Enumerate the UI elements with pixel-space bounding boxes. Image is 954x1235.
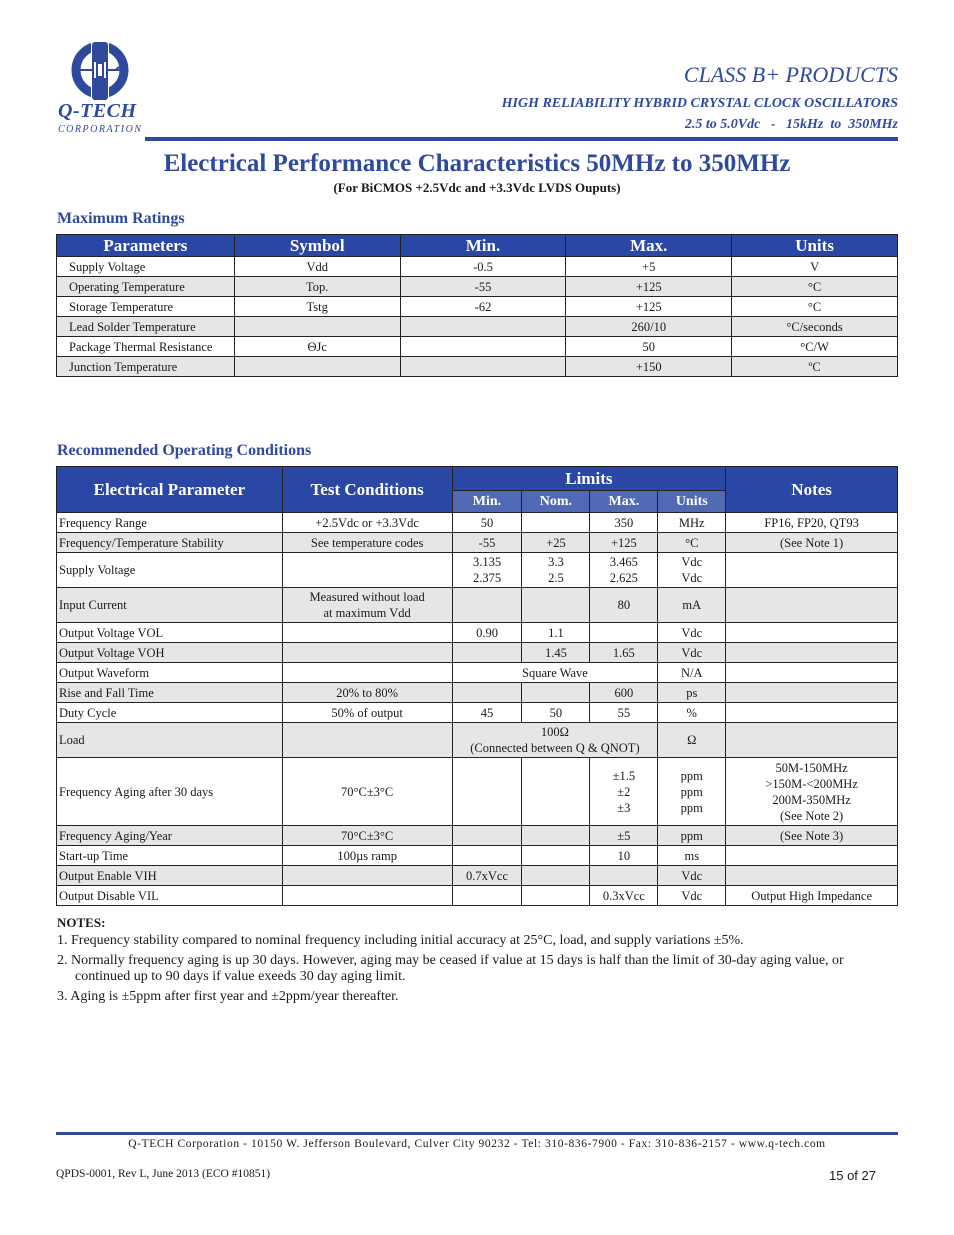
table-cell: [726, 703, 898, 723]
table-cell: [726, 588, 898, 623]
table-cell: ºC: [732, 357, 898, 377]
table-cell: °C/W: [732, 337, 898, 357]
table-cell: [282, 886, 452, 906]
table-row: [57, 846, 898, 866]
table-cell: Top.: [234, 277, 400, 297]
table-cell: 0.3xVcc: [590, 886, 658, 906]
table-cell: ppm: [658, 826, 726, 846]
table-cell: -55: [400, 277, 566, 297]
table-cell: [282, 723, 452, 758]
table-cell: 3.135 2.375: [452, 553, 522, 588]
table-row: [57, 588, 898, 623]
col-header-notes: Notes: [726, 467, 898, 513]
table-cell: Output Disable VIL: [57, 886, 283, 906]
table-row: [57, 886, 898, 906]
table-cell: [282, 643, 452, 663]
table-cell: +125: [566, 277, 732, 297]
table-cell: Output Waveform: [57, 663, 283, 683]
table-cell: See temperature codes: [282, 533, 452, 553]
table-cell: [726, 663, 898, 683]
table-cell: Vdc Vdc: [658, 553, 726, 588]
table-cell: 1.45: [522, 643, 590, 663]
table-cell: (See Note 3): [726, 826, 898, 846]
table-cell: 100µs ramp: [282, 846, 452, 866]
table-cell: 80: [590, 588, 658, 623]
table-cell: °C: [658, 533, 726, 553]
table-row: [57, 758, 898, 826]
table-cell: Input Current: [57, 588, 283, 623]
table-cell: [522, 866, 590, 886]
logo-subtitle: CORPORATION: [58, 124, 143, 135]
col-header: Max.: [566, 235, 732, 257]
table-cell: Duty Cycle: [57, 703, 283, 723]
table-cell: -62: [400, 297, 566, 317]
page-subtitle: (For BiCMOS +2.5Vdc and +3.3Vdc LVDS Ouputs): [333, 180, 621, 195]
table-cell: Square Wave: [452, 663, 658, 683]
table-cell: ΘJc: [234, 337, 400, 357]
header-title: CLASS B+ PRODUCTS: [683, 62, 898, 87]
table-cell: [452, 758, 522, 826]
header-range: 2.5 to 5.0Vdc - 15kHz to 350MHz: [684, 117, 898, 132]
table-cell: MHz: [658, 513, 726, 533]
table-cell: Output Enable VIH: [57, 866, 283, 886]
table-cell: ±1.5 ±2 ±3: [590, 758, 658, 826]
table-cell: Output High Impedance: [726, 886, 898, 906]
table-cell: Rise and Fall Time: [57, 683, 283, 703]
table-cell: [282, 553, 452, 588]
table-cell: 70°C±3°C: [282, 826, 452, 846]
table-row: [57, 533, 898, 553]
table-cell: 50: [566, 337, 732, 357]
table-cell: 50: [452, 513, 522, 533]
table-cell: 0.7xVcc: [452, 866, 522, 886]
table-row: [57, 357, 898, 377]
col-header: Parameters: [57, 235, 235, 257]
table-cell: 45: [452, 703, 522, 723]
note-item: 2. Normally frequency aging is up 30 days. However, aging may be ceased if value at 15 days is half than the limit of 30-day aging value, or continued up to 90 days if value exeeds 30 day aging limit.: [57, 953, 844, 984]
table-cell: Supply Voltage: [57, 257, 235, 277]
page-title: Electrical Performance Characteristics 50MHz to 350MHz: [163, 150, 791, 177]
table-cell: Vdd: [234, 257, 400, 277]
col-subheader: Units: [658, 491, 726, 513]
logo-wordmark: Q-TECH: [58, 100, 137, 122]
table-cell: [282, 663, 452, 683]
table-cell: Start-up Time: [57, 846, 283, 866]
roc-table: [56, 466, 898, 906]
table-cell: 3.3 2.5: [522, 553, 590, 588]
table-cell: %: [658, 703, 726, 723]
table-cell: Ω: [658, 723, 726, 758]
section-title-roc: Recommended Operating Conditions: [57, 442, 312, 459]
table-row: [57, 337, 898, 357]
table-cell: [522, 886, 590, 906]
table-cell: [726, 683, 898, 703]
table-cell: Supply Voltage: [57, 553, 283, 588]
col-header: Min.: [400, 235, 566, 257]
table-cell: [522, 758, 590, 826]
table-cell: Output Voltage VOH: [57, 643, 283, 663]
table-cell: Lead Solder Temperature: [57, 317, 235, 337]
table-cell: [590, 623, 658, 643]
col-subheader: Nom.: [522, 491, 590, 513]
col-header-parameter: Electrical Parameter: [57, 467, 283, 513]
table-cell: °C/seconds: [732, 317, 898, 337]
table-cell: [452, 643, 522, 663]
table-cell: 20% to 80%: [282, 683, 452, 703]
col-header: Symbol: [234, 235, 400, 257]
table-cell: °C: [732, 297, 898, 317]
table-cell: 100Ω (Connected between Q & QNOT): [452, 723, 658, 758]
header-subtitle: HIGH RELIABILITY HYBRID CRYSTAL CLOCK OSCILLATORS: [501, 96, 898, 111]
table-row: [57, 826, 898, 846]
footer-rule: [56, 1132, 898, 1135]
table-cell: Vdc: [658, 886, 726, 906]
table-row: [57, 513, 898, 533]
table-cell: ms: [658, 846, 726, 866]
table-cell: 600: [590, 683, 658, 703]
table-cell: [726, 866, 898, 886]
table-row: [57, 703, 898, 723]
table-cell: +25: [522, 533, 590, 553]
table-cell: ppm ppm ppm: [658, 758, 726, 826]
table-cell: [522, 588, 590, 623]
page-number: 15 of 27: [829, 1168, 876, 1183]
table-cell: [234, 357, 400, 377]
table-cell: [522, 826, 590, 846]
table-cell: Package Thermal Resistance: [57, 337, 235, 357]
section-title-max-ratings: Maximum Ratings: [57, 210, 185, 227]
table-cell: 50M-150MHz >150M-<200MHz 200M-350MHz (See Note 2): [726, 758, 898, 826]
table-cell: Frequency/Temperature Stability: [57, 533, 283, 553]
table-cell: ±5: [590, 826, 658, 846]
table-cell: Frequency Range: [57, 513, 283, 533]
table-cell: +150: [566, 357, 732, 377]
table-cell: Vdc: [658, 866, 726, 886]
table-row: [57, 866, 898, 886]
note-item: 3. Aging is ±5ppm after first year and ±2ppm/year thereafter.: [57, 989, 399, 1004]
table-cell: +125: [590, 533, 658, 553]
table-cell: [400, 317, 566, 337]
note-item: 1. Frequency stability compared to nominal frequency including initial accuracy at 25°C, load, and supply variations ±5%.: [57, 933, 744, 948]
table-cell: 50: [522, 703, 590, 723]
table-cell: ps: [658, 683, 726, 703]
table-row: [57, 317, 898, 337]
table-cell: Vdc: [658, 623, 726, 643]
table-cell: (See Note 1): [726, 533, 898, 553]
table-cell: [726, 723, 898, 758]
table-row: [57, 257, 898, 277]
col-header: Units: [732, 235, 898, 257]
table-cell: °C: [732, 277, 898, 297]
col-subheader: Min.: [452, 491, 522, 513]
table-cell: Load: [57, 723, 283, 758]
table-row: [57, 663, 898, 683]
table-cell: Operating Temperature: [57, 277, 235, 297]
table-row: [57, 723, 898, 758]
table-row: [57, 623, 898, 643]
table-cell: -55: [452, 533, 522, 553]
table-cell: [522, 683, 590, 703]
table-cell: Frequency Aging after 30 days: [57, 758, 283, 826]
table-cell: [452, 683, 522, 703]
table-cell: V: [732, 257, 898, 277]
table-cell: 0.90: [452, 623, 522, 643]
table-cell: [452, 886, 522, 906]
table-cell: N/A: [658, 663, 726, 683]
table-cell: 3.465 2.625: [590, 553, 658, 588]
table-cell: 350: [590, 513, 658, 533]
table-cell: Output Voltage VOL: [57, 623, 283, 643]
table-cell: 260/10: [566, 317, 732, 337]
table-cell: Vdc: [658, 643, 726, 663]
table-cell: Storage Temperature: [57, 297, 235, 317]
table-cell: [452, 846, 522, 866]
table-cell: -0.5: [400, 257, 566, 277]
table-cell: [282, 623, 452, 643]
footer-address: Q-TECH Corporation - 10150 W. Jefferson Boulevard, Culver City 90232 - Tel: 310-836-7900 - Fax: 310-836-2157 - www.q-tech.com: [128, 1138, 826, 1150]
notes-heading: NOTES:: [57, 915, 106, 930]
table-cell: 10: [590, 846, 658, 866]
table-cell: [726, 846, 898, 866]
table-cell: [522, 513, 590, 533]
table-cell: [400, 357, 566, 377]
table-cell: mA: [658, 588, 726, 623]
table-cell: [522, 846, 590, 866]
table-cell: +2.5Vdc or +3.3Vdc: [282, 513, 452, 533]
table-cell: [452, 826, 522, 846]
table-row: [57, 277, 898, 297]
col-subheader: Max.: [590, 491, 658, 513]
table-cell: +5: [566, 257, 732, 277]
table-cell: Frequency Aging/Year: [57, 826, 283, 846]
table-cell: 1.1: [522, 623, 590, 643]
table-cell: +125: [566, 297, 732, 317]
table-cell: Junction Temperature: [57, 357, 235, 377]
table-cell: [452, 588, 522, 623]
table-cell: [726, 643, 898, 663]
header-rule: [145, 137, 898, 141]
max-ratings-table: [56, 234, 898, 377]
table-cell: FP16, FP20, QT93: [726, 513, 898, 533]
table-cell: 55: [590, 703, 658, 723]
footer-doc-id: QPDS-0001, Rev L, June 2013 (ECO #10851): [56, 1168, 271, 1180]
table-cell: [400, 337, 566, 357]
notes-block: [57, 915, 897, 1009]
table-cell: [234, 317, 400, 337]
table-cell: Measured without load at maximum Vdd: [282, 588, 452, 623]
table-cell: 1.65: [590, 643, 658, 663]
table-row: [57, 553, 898, 588]
table-cell: 50% of output: [282, 703, 452, 723]
table-cell: [590, 866, 658, 886]
table-cell: Tstg: [234, 297, 400, 317]
col-header-test: Test Conditions: [282, 467, 452, 513]
table-cell: [282, 866, 452, 886]
table-row: [57, 643, 898, 663]
table-cell: 70°C±3°C: [282, 758, 452, 826]
table-row: [57, 297, 898, 317]
table-cell: [726, 553, 898, 588]
table-row: [57, 683, 898, 703]
table-cell: [726, 623, 898, 643]
col-header-limits: Limits: [452, 467, 726, 491]
